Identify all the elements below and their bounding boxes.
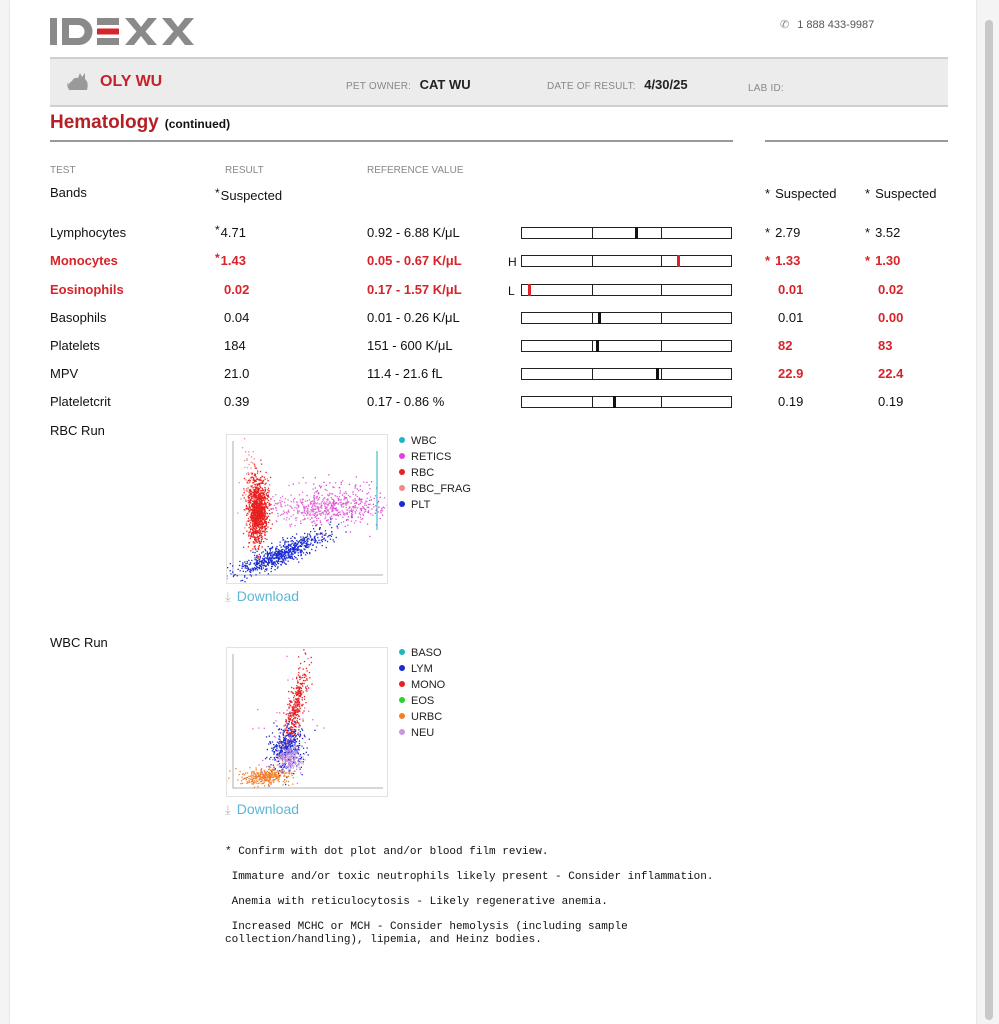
row-result xyxy=(215,365,249,383)
legend-item xyxy=(399,661,445,677)
legend-dot-icon xyxy=(399,665,405,671)
row-prev1 xyxy=(765,337,792,355)
rbc-download-link[interactable] xyxy=(225,588,299,605)
legend-item xyxy=(399,693,445,709)
row-prev2 xyxy=(865,337,892,355)
asterisk: * xyxy=(765,225,771,240)
range-bar-divider xyxy=(661,369,662,379)
bands-prev2-text: Suspected xyxy=(875,186,937,201)
legend-item xyxy=(399,433,471,449)
phone-icon: ✆ xyxy=(780,19,790,31)
scatter-cluster xyxy=(227,517,353,584)
range-bar-divider xyxy=(592,285,593,295)
range-bar-marker xyxy=(613,396,616,408)
idexx-logo xyxy=(50,16,210,53)
asterisk: * xyxy=(215,223,220,237)
result-value: 0.04 xyxy=(224,310,250,325)
bands-prev2 xyxy=(865,185,937,203)
range-bar-marker xyxy=(598,312,601,324)
bands-prev1-text: Suspected xyxy=(775,186,837,201)
phone-text: 1 888 433-9987 xyxy=(797,19,875,31)
row-test-name xyxy=(50,281,124,299)
row-prev2 xyxy=(865,252,900,270)
section-title xyxy=(50,112,230,134)
scatter-cluster xyxy=(227,767,295,789)
row-result xyxy=(215,309,249,327)
legend-label: LYM xyxy=(411,663,433,675)
prev2-value: 3.52 xyxy=(875,225,901,240)
section-title-text: Hematology xyxy=(50,112,159,133)
legend-dot-icon xyxy=(399,501,405,507)
prev1-value: 0.01 xyxy=(778,310,804,325)
reference-range: 0.17 - 0.86 % xyxy=(367,394,445,409)
range-bar-divider xyxy=(592,228,593,238)
note-line: Anemia with reticulocytosis - Likely regenerative anemia. xyxy=(225,896,608,908)
section-subtitle: (continued) xyxy=(164,117,231,131)
test-name: Platelets xyxy=(50,338,100,353)
row-test-name xyxy=(50,252,118,270)
col-header-reference: REFERENCE VALUE xyxy=(367,165,464,176)
row-prev2 xyxy=(865,393,903,411)
range-bar xyxy=(521,396,732,408)
range-bar-divider xyxy=(592,341,593,351)
download-icon: ⤓ xyxy=(225,589,231,604)
row-result xyxy=(215,337,246,355)
scrollbar-thumb[interactable] xyxy=(985,20,993,1020)
range-bar xyxy=(521,227,732,239)
legend-item xyxy=(399,497,471,513)
range-bar-divider xyxy=(661,397,662,407)
row-prev2 xyxy=(865,281,903,299)
phone-number xyxy=(780,18,874,31)
range-bar-divider xyxy=(661,256,662,266)
range-bar-divider xyxy=(592,369,593,379)
legend-dot-icon xyxy=(399,485,405,491)
legend-item xyxy=(399,709,445,725)
legend-dot-icon xyxy=(399,437,405,443)
prev1-value: 82 xyxy=(778,338,793,353)
range-bar xyxy=(521,284,732,296)
prev2-value: 0.19 xyxy=(878,394,904,409)
row-prev1 xyxy=(765,393,803,411)
prev1-value: 0.19 xyxy=(778,394,804,409)
reference-range: 0.05 - 0.67 K/μL xyxy=(367,253,462,268)
row-prev1 xyxy=(765,252,800,270)
asterisk: * xyxy=(865,253,871,268)
range-bar-divider xyxy=(661,285,662,295)
row-test-name xyxy=(50,224,126,242)
result-value: 184 xyxy=(224,338,246,353)
row-prev2 xyxy=(865,309,903,327)
prev2-value: 1.30 xyxy=(875,253,901,268)
wbc-download-link[interactable] xyxy=(225,801,299,818)
range-bar-divider xyxy=(661,313,662,323)
row-test-name xyxy=(50,365,78,383)
result-value: 4.71 xyxy=(220,225,246,240)
range-bar-divider xyxy=(661,341,662,351)
prev1-value: 1.33 xyxy=(775,253,801,268)
row-prev2 xyxy=(865,224,900,242)
prev1-value: 22.9 xyxy=(778,366,804,381)
reference-range: 0.01 - 0.26 K/μL xyxy=(367,310,460,325)
row-reference xyxy=(367,393,444,411)
reference-range: 0.17 - 1.57 K/μL xyxy=(367,282,462,297)
row-result xyxy=(215,393,249,411)
prev2-value: 0.00 xyxy=(878,310,904,325)
legend-dot-icon xyxy=(399,681,405,687)
test-name: Basophils xyxy=(50,310,107,325)
range-bar xyxy=(521,368,732,380)
row-reference xyxy=(367,224,460,242)
reference-range: 151 - 600 K/μL xyxy=(367,338,453,353)
lab-id xyxy=(748,78,784,96)
legend-dot-icon xyxy=(399,453,405,459)
pet-owner-value: CAT WU xyxy=(419,77,471,92)
row-prev2 xyxy=(865,365,903,383)
divider-right xyxy=(765,140,948,142)
legend-item xyxy=(399,465,471,481)
result-value: 0.02 xyxy=(224,282,250,297)
bands-prev1 xyxy=(765,185,837,203)
range-bar-divider xyxy=(661,228,662,238)
scatter-cluster xyxy=(242,460,273,565)
col-header-test: TEST xyxy=(50,165,76,176)
col-header-result: RESULT xyxy=(225,165,264,176)
report-page xyxy=(10,0,976,1024)
divider-left xyxy=(50,140,733,142)
row-test-name xyxy=(50,309,106,327)
range-bar xyxy=(521,312,732,324)
row-reference xyxy=(367,337,453,355)
prev1-value: 0.01 xyxy=(778,282,804,297)
rbc-legend xyxy=(399,433,471,513)
reference-range: 11.4 - 21.6 fL xyxy=(367,366,443,381)
range-flag: L xyxy=(508,284,515,298)
rbc-dot-plot xyxy=(226,434,388,584)
range-bar xyxy=(521,255,732,267)
legend-dot-icon xyxy=(399,469,405,475)
row-reference xyxy=(367,365,443,383)
row-prev1 xyxy=(765,309,803,327)
interpretation-notes xyxy=(225,846,713,959)
range-bar-marker xyxy=(635,227,638,239)
patient-banner xyxy=(50,57,948,107)
legend-item xyxy=(399,481,471,497)
prev2-value: 0.02 xyxy=(878,282,904,297)
row-test-name xyxy=(50,337,100,355)
legend-item xyxy=(399,449,471,465)
result-value: 21.0 xyxy=(224,366,250,381)
note-line: Immature and/or toxic neutrophils likely present - Consider inflammation. xyxy=(225,871,714,883)
pet-owner xyxy=(346,76,471,94)
asterisk: * xyxy=(215,186,220,200)
note-line: * Confirm with dot plot and/or blood film review. xyxy=(225,846,549,858)
download-icon: ⤓ xyxy=(225,802,231,817)
row-prev1 xyxy=(765,281,803,299)
row-result xyxy=(215,224,246,242)
scrollbar[interactable] xyxy=(985,20,993,1020)
asterisk: * xyxy=(865,225,871,240)
asterisk: * xyxy=(865,186,871,201)
bands-result-text: Suspected xyxy=(220,188,283,203)
date-of-result xyxy=(547,76,688,94)
row-reference xyxy=(367,252,462,270)
row-result xyxy=(215,252,246,270)
row-prev1 xyxy=(765,224,800,242)
rbc-download-text[interactable]: Download xyxy=(236,588,300,604)
row-reference xyxy=(367,281,462,299)
range-bar xyxy=(521,340,732,352)
note-line: Increased MCHC or MCH - Consider hemolysis (including sample collection/handling), lipemia, and Heinz bodies. xyxy=(225,921,628,946)
range-bar-divider xyxy=(592,397,593,407)
row-reference xyxy=(367,309,460,327)
legend-dot-icon xyxy=(399,713,405,719)
result-value: 0.39 xyxy=(224,394,250,409)
prev2-value: 22.4 xyxy=(878,366,904,381)
range-bar-marker xyxy=(677,255,680,267)
prev1-value: 2.79 xyxy=(775,225,801,240)
wbc-legend xyxy=(399,645,445,741)
legend-label: PLT xyxy=(411,499,431,511)
row-test-name xyxy=(50,393,111,411)
asterisk: * xyxy=(765,253,771,268)
date-value: 4/30/25 xyxy=(644,77,688,92)
test-name: Lymphocytes xyxy=(50,225,127,240)
wbc-dot-plot xyxy=(226,647,388,797)
legend-label: NEU xyxy=(411,727,435,739)
range-bar-divider xyxy=(592,313,593,323)
legend-dot-icon xyxy=(399,649,405,655)
legend-label: RBC xyxy=(411,467,435,479)
legend-item xyxy=(399,677,445,693)
range-bar-marker xyxy=(656,368,659,380)
lab-id-label: LAB ID: xyxy=(748,83,784,94)
pet-owner-label: PET OWNER: xyxy=(346,81,412,92)
legend-item xyxy=(399,645,445,661)
prev2-value: 83 xyxy=(878,338,893,353)
legend-label: BASO xyxy=(411,647,442,659)
cat-icon xyxy=(66,70,92,98)
legend-label: URBC xyxy=(411,711,443,723)
range-flag: H xyxy=(508,255,517,269)
legend-label: RETICS xyxy=(411,451,452,463)
asterisk: * xyxy=(765,186,771,201)
legend-label: EOS xyxy=(411,695,435,707)
range-bar-marker xyxy=(596,340,599,352)
patient-name: OLY WU xyxy=(100,73,163,90)
test-name: MPV xyxy=(50,366,79,381)
rbc-run-label: RBC Run xyxy=(50,423,105,438)
reference-range: 0.92 - 6.88 K/μL xyxy=(367,225,460,240)
row-result xyxy=(215,281,249,299)
legend-dot-icon xyxy=(399,729,405,735)
range-bar-divider xyxy=(592,256,593,266)
range-bar-marker xyxy=(528,284,531,296)
bands-name: Bands xyxy=(50,185,87,200)
test-name: Eosinophils xyxy=(50,282,124,297)
result-value: 1.43 xyxy=(220,253,246,268)
wbc-run-label: WBC Run xyxy=(50,635,108,650)
bands-result xyxy=(215,187,282,205)
row-prev1 xyxy=(765,365,803,383)
legend-label: WBC xyxy=(411,435,437,447)
asterisk: * xyxy=(215,251,220,265)
test-name: Plateletcrit xyxy=(50,394,111,409)
wbc-download-text[interactable]: Download xyxy=(236,801,300,817)
legend-item xyxy=(399,725,445,741)
test-name: Monocytes xyxy=(50,253,118,268)
legend-label: RBC_FRAG xyxy=(411,483,471,495)
date-label: DATE OF RESULT: xyxy=(547,81,636,92)
legend-label: MONO xyxy=(411,679,446,691)
legend-dot-icon xyxy=(399,697,405,703)
